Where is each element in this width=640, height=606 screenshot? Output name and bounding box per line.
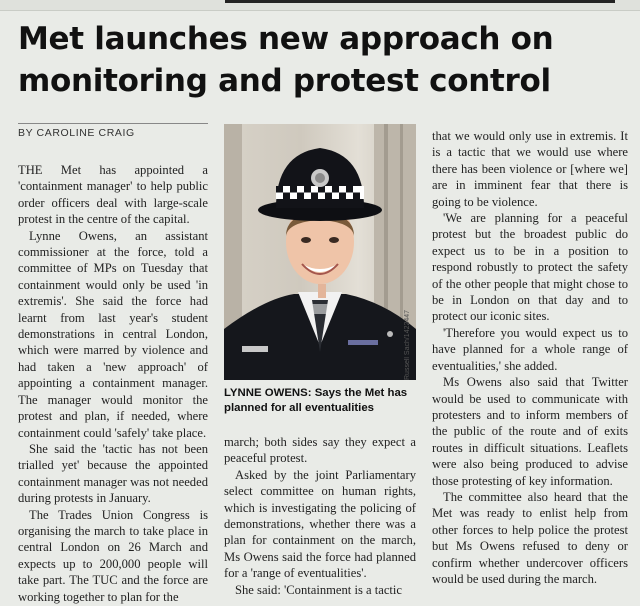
paragraph: march; both sides say they expect a peaceful protest. (224, 435, 416, 466)
paragraph: Lynne Owens, an assistant commissioner at the force, told a committee of MPs on Tuesday that containment would only be used 'in extremis'. She said the force had learnt from last year's student demonstrations in central London, which were marred by violence and had taken a 'new approach' of appointing a containment manager. The manager would monitor the protest and plan, if needed, where containment could 'safely' take place. (18, 228, 208, 440)
headline (18, 18, 628, 102)
byline-text: BY CAROLINE CRAIG (18, 127, 135, 139)
paragraph: She said the 'tactic has not been trialled yet' because the appointed containment manager was not needed during protests in January. (18, 441, 208, 506)
photo-credit: Russell Sach/1422447 (404, 309, 411, 380)
paragraph: THE Met has appointed a 'containment manager' to help public order officers deal with large-scale protest in the centre of the capital. (18, 163, 208, 227)
article-column-3 (432, 128, 628, 587)
paragraph: that we would only use in extremis. It is a tactic that we would use where there has been violence or [where we] are in imminent fear that there is going to be violence. (432, 129, 628, 209)
paragraph: 'Therefore you would expect us to have planned for a whole range of eventualities,' she added. (432, 325, 628, 373)
page-top-band (0, 0, 640, 11)
headline-line-1: Met launches new approach on (18, 21, 554, 57)
headline-line-2: monitoring and protest control (18, 63, 551, 99)
paragraph: Asked by the joint Parliamentary select committee on human rights, which is investigating the policing of demonstrations, whether there was a plan for containment on the march, Ms Owens said the force had planned for a 'range of eventualities'. (224, 467, 416, 581)
byline-rule (18, 123, 208, 124)
article-column-2 (224, 434, 416, 598)
paragraph: She said: 'Containment is a tactic (235, 582, 403, 597)
portrait-photo (224, 124, 416, 380)
article-column-1 (18, 162, 208, 605)
paragraph: The Trades Union Congress is organising the march to take place in central London on 26 March and expects up to 200,000 people will take part. The TUC and the force are working together to plan for the (18, 507, 208, 604)
police-officer-portrait-image (224, 124, 416, 380)
paragraph: The committee also heard that the Met was ready to enlist help from other forces to help police the protest but Ms Owens refused to deny or confirm whether undercover officers would be used during the march. (432, 489, 628, 586)
paragraph: Ms Owens also said that Twitter would be used to communicate with protesters and to inform members of the public of the route and of exits routes in difficult situations. Leaflets were also being produced to advise those protesting of key information. (432, 375, 628, 488)
top-rule (225, 0, 615, 3)
byline (18, 127, 208, 139)
paragraph: 'We are planning for a peaceful protest but the broadest public do expect us to be in a position to respond robustly to protect the safety of the other people that might chose to be in London on that day and to protect our iconic sites. (432, 211, 628, 324)
photo-caption: LYNNE OWENS: Says the Met has planned for all eventualities (224, 387, 408, 414)
